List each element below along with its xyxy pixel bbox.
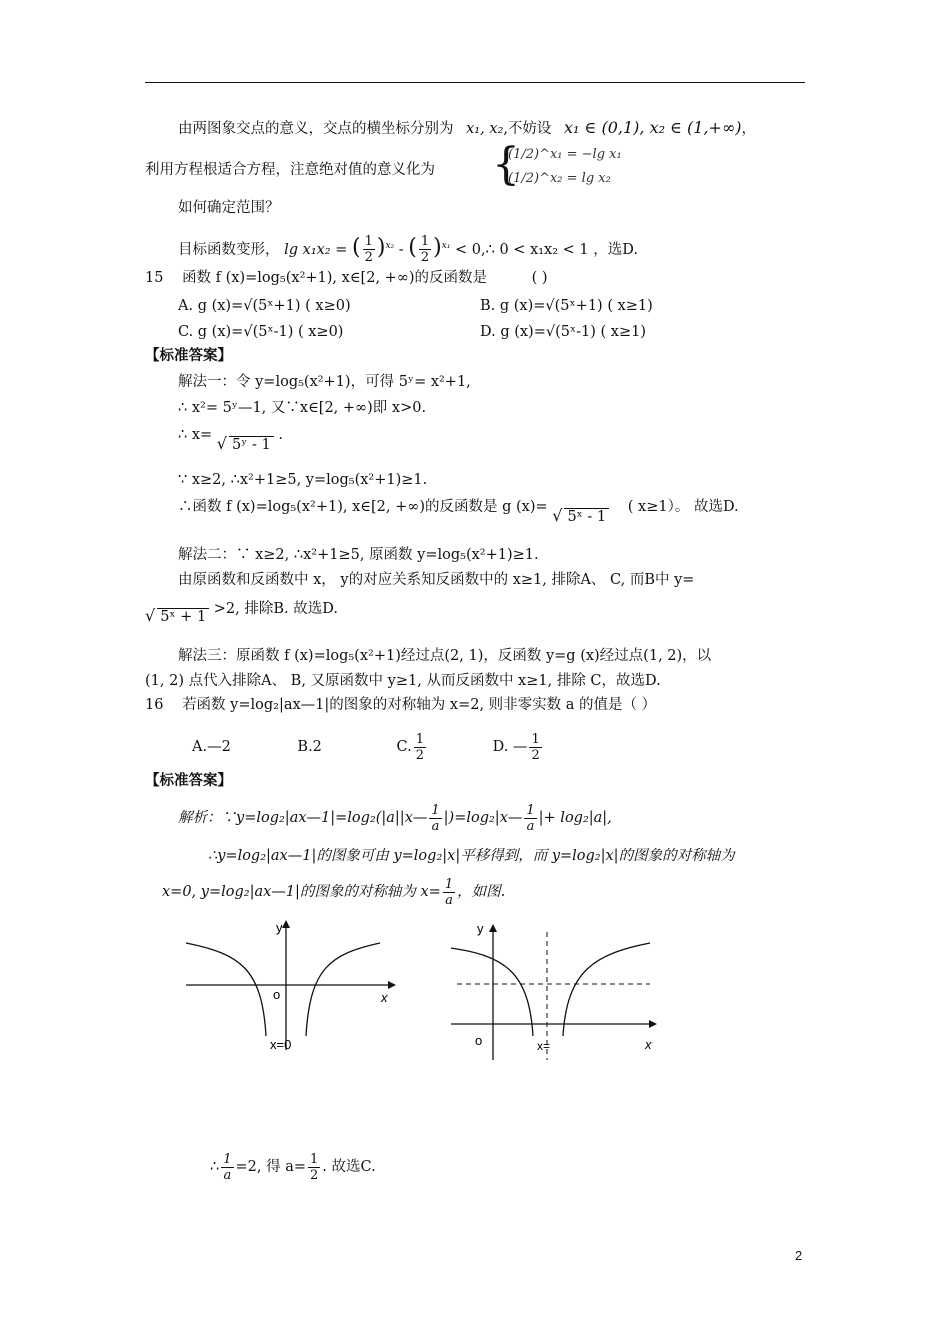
- graph-log-abs-ax-minus-1: [445, 910, 670, 1070]
- case-2: (1/2)^x₂ = lg x₂: [508, 171, 611, 186]
- y-axis-arrow: [489, 924, 497, 932]
- solution-3-line-2: (1, 2) 点代入排除A、 B, 又原函数中 y≥1, 从而反函数中 x≥1, 排除 C，故选D.: [145, 673, 661, 689]
- solution-1-line-4: ∵ x≥2, ∴x²+1≥5, y=log₅(x²+1)≥1.: [178, 472, 428, 488]
- option-16-d: D. — $\frac{1}{2}$: [492, 731, 540, 763]
- question-16: 16 若函数 y=log₂|ax—1|的图象的对称轴为 x=2, 则非零实数 a 的值是（ ）: [145, 697, 657, 713]
- graph1-y-label: y: [276, 920, 283, 935]
- option-16-b: B.2: [297, 739, 322, 755]
- graph2-x-label: x: [645, 1037, 652, 1052]
- solution-1-line-5: ∴函数 f (x)=log₅(x²+1), x∈[2, +∞)的反函数是 g (x)= √ 5ˣ - 1 ( x≥1）。 故选D.: [178, 499, 739, 525]
- solution-16-line-1: 解析：∵y=log₂|ax—1|=log₂(|a||x— $\frac{1}{a}$ |)=log₂|x— $\frac{1}{a}$ |+ log₂|a|,: [178, 802, 612, 834]
- left-brace: {: [492, 139, 520, 190]
- solution-16-conclusion: ∴ $\frac{1}{a}$ =2, 得 a= $\frac{1}{2}$ . 故选C.: [210, 1151, 376, 1183]
- x-axis-arrow: [388, 981, 396, 989]
- graph2-axis-note: x=: [537, 1039, 551, 1053]
- solution-2-line-2: 由原函数和反函数中 x， y的对应关系知反函数中的 x≥1, 排除A、 C, 而B中 y=: [178, 572, 695, 588]
- solution-1-line-3: ∴ x= √ 5ʸ - 1 .: [178, 427, 283, 453]
- para-equations: 利用方程根适合方程，注意绝对值的意义化为: [145, 162, 435, 178]
- option-15-a: A. g (x)=√(5ˣ+1) ( x≥0): [178, 298, 351, 314]
- graph2-y-label: y: [477, 921, 484, 936]
- para-intersection: 由两图象交点的意义，交点的横坐标分别为 x₁, x₂,不妨设 x₁ ∈ (0,1), x₂ ∈ (1,+∞)，: [178, 118, 757, 137]
- para-range-question: 如何确定范围？: [178, 200, 280, 216]
- y-axis-arrow: [282, 920, 290, 928]
- curve-right-branch: [306, 943, 380, 1036]
- graph1-x-label: x: [381, 990, 388, 1005]
- page-number: 2: [795, 1248, 803, 1263]
- curve-left-branch: [451, 948, 533, 1036]
- option-15-c: C. g (x)=√(5ˣ-1) ( x≥0): [178, 324, 344, 340]
- solution-1-line-1: 解法一：令 y=log₅(x²+1)，可得 5ʸ= x²+1,: [178, 374, 471, 390]
- options-16: [192, 730, 544, 764]
- curve-right-branch: [563, 943, 650, 1036]
- graph-log-abs-x: [180, 910, 410, 1065]
- answer-heading-16: 【标准答案】: [145, 773, 232, 789]
- solution-16-line-3: x=0, y=log₂|ax—1|的图象的对称轴为 x= $\frac{1}{a}$ ，如图.: [162, 876, 506, 908]
- graph1-origin-label: o: [273, 987, 281, 1002]
- graph2-origin-label: o: [475, 1033, 483, 1048]
- case-1: (1/2)^x₁ = −lg x₁: [508, 147, 622, 162]
- solution-2-line-3: √ 5ˣ + 1 >2, 排除B. 故选D.: [145, 601, 338, 625]
- option-15-b: B. g (x)=√(5ˣ+1) ( x≥1): [480, 298, 653, 314]
- solution-1-line-2: ∴ x²= 5ʸ—1, 又∵x∈[2, +∞)即 x>0.: [178, 400, 427, 416]
- option-16-c: C. $\frac{1}{2}$: [396, 731, 424, 763]
- solution-2-line-1: 解法二：∵ x≥2, ∴x²+1≥5, 原函数 y=log₅(x²+1)≥1.: [178, 547, 539, 563]
- solution-3-line-1: 解法三：原函数 f (x)=log₅(x²+1)经过点(2, 1)，反函数 y=g (x)经过点(1, 2)，以: [178, 648, 712, 664]
- para-target-function: 目标函数变形， lg x₁x₂ = ( $\frac{1}{2}$ )$^{x_2}$ - ( $\frac{1}{2}$ )$^{x_1}$ < 0,∴ 0 < x₁x₂ < 1 ，选D.: [178, 234, 638, 266]
- option-16-a: A.—2: [192, 739, 231, 755]
- graph1-axis-note: x=0: [270, 1037, 292, 1052]
- curve-left-branch: [186, 943, 266, 1036]
- question-15: 15 函数 f (x)=log₅(x²+1), x∈[2, +∞)的反函数是 ( ): [145, 270, 548, 286]
- answer-heading-15: 【标准答案】: [145, 348, 232, 364]
- solution-16-line-2: ∴y=log₂|ax—1|的图象可由 y=log₂|x|平移得到，而 y=log₂|x|的图象的对称轴为: [208, 848, 735, 864]
- header-rule: [145, 82, 805, 83]
- x-axis-arrow: [649, 1020, 657, 1028]
- option-15-d: D. g (x)=√(5ˣ-1) ( x≥1): [480, 324, 646, 340]
